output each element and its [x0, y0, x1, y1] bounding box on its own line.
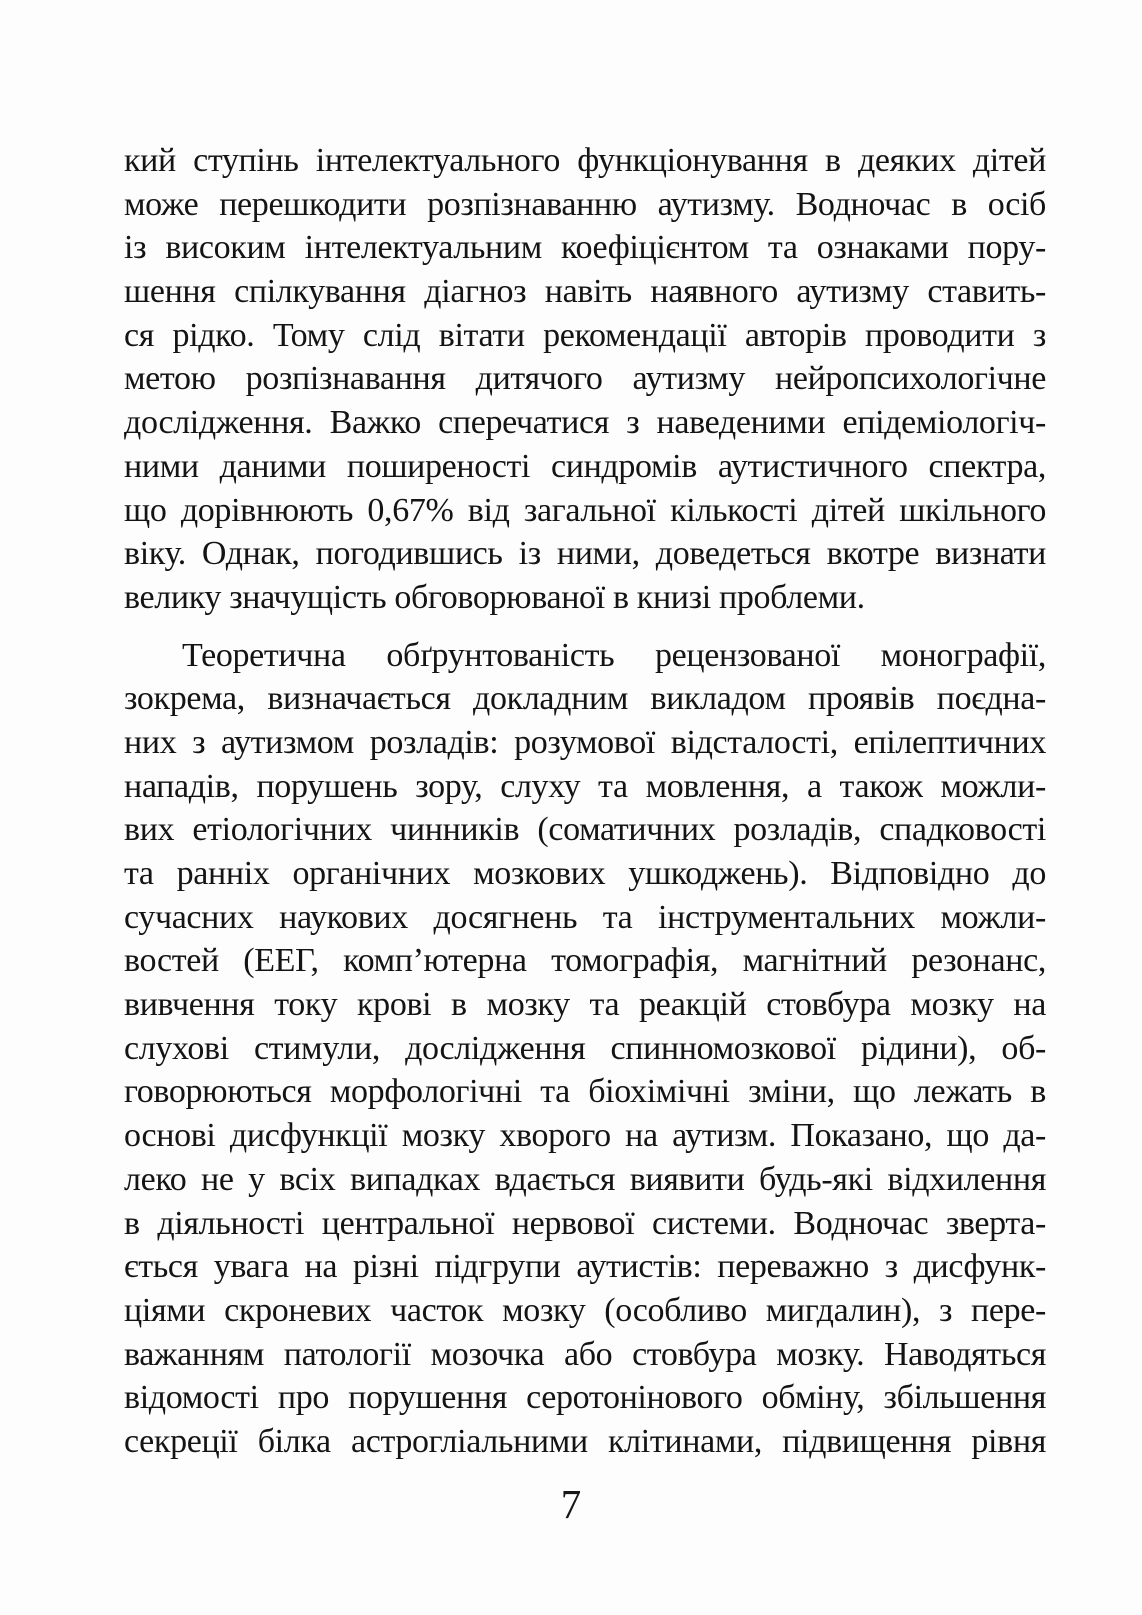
- body-text: [124, 139, 1046, 1464]
- text-line: леко не у всіх випадках вдається виявити будь-які відхилення: [124, 1160, 1046, 1198]
- text-line: сучасних наукових досягнень та інструментальних можли-: [124, 898, 1046, 936]
- text-line: що дорівнюють 0,67% від загальної кількості дітей шкільного: [124, 491, 1046, 529]
- text-line: ними даними поширеності синдромів аутистичного спектра,: [124, 447, 1046, 485]
- text-line: ціями скроневих часток мозку (особливо мигдалин), з пере-: [124, 1291, 1046, 1329]
- text-line: віку. Однак, погодившись із ними, доведеться вкотре визнати: [124, 535, 1046, 573]
- text-line: ється увага на різні підгрупи аутистів: переважно з дисфунк-: [124, 1248, 1046, 1286]
- text-line: секреції білка астрогліальними клітинами, підвищення рівня: [124, 1422, 1046, 1460]
- text-line: кий ступінь інтелектуального функціонування в деяких дітей: [124, 142, 1046, 179]
- text-line: ся рідко. Тому слід вітати рекомендації авторів проводити з: [124, 316, 1046, 354]
- text-line: відомості про порушення серотонінового обміну, збільшення: [124, 1379, 1046, 1417]
- text-line: нападів, порушень зору, слуху та мовлення, а також можли-: [124, 767, 1046, 805]
- text-line: основі дисфункції мозку хворого на аутизм. Показано, що да-: [124, 1117, 1046, 1155]
- text-line: Теоретична обґрунтованість рецензованої монографії,: [182, 636, 1046, 674]
- text-line: та ранніх органічних мозкових ушкоджень). Відповідно до: [124, 855, 1046, 892]
- text-line: говорюються морфологічні та біохімічні зміни, що лежать в: [124, 1073, 1046, 1111]
- text-line: може перешкодити розпізнаванню аутизму. Водночас в осіб: [124, 185, 1046, 223]
- text-line: слухові стимули, дослідження спинномозкової рідини), об-: [124, 1029, 1046, 1067]
- text-line: важанням патології мозочка або стовбура мозку. Наводяться: [124, 1335, 1046, 1373]
- text-line: метою розпізнавання дитячого аутизму нейропсихологічне: [124, 360, 1046, 398]
- text-line: велику значущість обговорюваної в книзі проблеми.: [124, 578, 865, 616]
- text-line: із високим інтелектуальним коефіцієнтом та ознаками пору-: [124, 229, 1046, 267]
- page-number: 7: [560, 1481, 582, 1527]
- text-line: шення спілкування діагноз навіть наявного аутизму ставить-: [124, 273, 1046, 311]
- paragraph: [124, 139, 1046, 620]
- text-line: вивчення току крові в мозку та реакцій стовбура мозку на: [124, 986, 1046, 1024]
- text-line: них з аутизмом розладів: розумової відсталості, епілептичних: [124, 723, 1046, 761]
- text-line: зокрема, визначається докладним викладом проявів поєдна-: [124, 680, 1046, 718]
- text-line: дослідження. Важко сперечатися з наведеними епідеміологіч-: [124, 404, 1046, 442]
- text-line: вих етіологічних чинників (соматичних розладів, спадковості: [124, 811, 1046, 849]
- text-line: востей (ЕЕГ, комп’ютерна томографія, магнітний резонанс,: [124, 942, 1046, 980]
- text-line: в діяльності центральної нервової системи. Водночас зверта-: [124, 1204, 1046, 1242]
- paragraph: [124, 634, 1046, 1464]
